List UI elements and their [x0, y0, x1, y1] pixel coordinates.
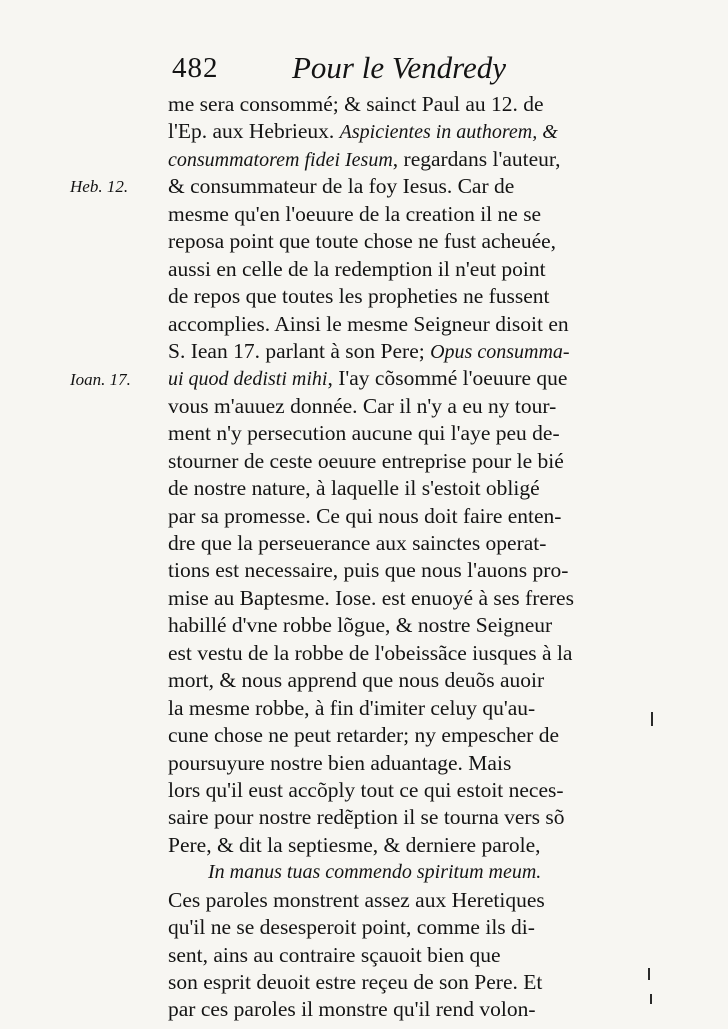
text-line [168, 448, 586, 475]
roman-text: saire pour nostre redẽption il se tourna vers sõ [168, 805, 565, 830]
roman-text: par ces paroles il monstre qu'il rend volon- [168, 997, 536, 1022]
text-line [168, 91, 586, 118]
text-line [168, 722, 586, 749]
roman-text: Pere, & dit la septiesme, & derniere parole, [168, 832, 541, 857]
text-line [168, 475, 586, 502]
roman-text: , I'ay cõsommé l'oeuure que [327, 366, 568, 391]
text-line [168, 942, 586, 969]
running-title: Pour le Vendredy [292, 50, 507, 85]
text-line [168, 859, 586, 886]
text-line [168, 311, 586, 338]
roman-text: l'Ep. aux Hebrieux. [168, 119, 340, 144]
text-line [168, 640, 586, 667]
text-line [168, 365, 586, 392]
margin-note: Heb. 12. [70, 177, 129, 197]
edge-mark [650, 994, 652, 1004]
roman-text: de nostre nature, à laquelle il s'estoit obligé [168, 476, 540, 501]
text-line [168, 667, 586, 694]
roman-text: est vestu de la robbe de l'obeissãce iusques à la [168, 640, 573, 665]
roman-text: cune chose ne peut retarder; ny empescher de [168, 723, 559, 748]
text-line [168, 118, 586, 145]
text-line [168, 832, 586, 859]
text-line [168, 804, 586, 831]
margin-note: Ioan. 17. [70, 369, 131, 389]
page-header [172, 52, 582, 94]
text-line [168, 393, 586, 420]
italic-text: In manus tuas commendo spiritum meum. [208, 861, 542, 884]
text-line [168, 338, 586, 365]
roman-text: , regardans l'auteur, [392, 146, 561, 171]
text-line [168, 146, 586, 173]
roman-text: me sera consommé; & sainct Paul au 12. de [168, 92, 544, 116]
text-line [168, 996, 586, 1023]
page-number: 482 [172, 52, 219, 84]
text-line [168, 201, 586, 228]
roman-text: & consummateur de la foy Iesus. Car de [168, 174, 515, 199]
text-line [168, 530, 586, 557]
roman-text: tions est necessaire, puis que nous l'auons pro- [168, 558, 569, 583]
roman-text: reposa point que toute chose ne fust acheuée, [168, 229, 557, 254]
roman-text: stourner de ceste oeuure entreprise pour le bié [168, 448, 564, 473]
roman-text: qu'il ne se desesperoit point, comme ils di- [168, 915, 535, 940]
roman-text: dre que la perseuerance aux sainctes operat- [168, 531, 547, 555]
roman-text: son esprit deuoit estre reçeu de son Pere. Et [168, 970, 543, 994]
text-line [168, 256, 586, 283]
text-line [168, 914, 586, 941]
text-line [168, 283, 586, 310]
roman-text: poursuyure nostre bien aduantage. Mais [168, 750, 512, 775]
roman-text: lors qu'il eust accõply tout ce qui estoit neces- [168, 777, 564, 802]
roman-text: la mesme robbe, à fin d'imiter celuy qu'au- [168, 695, 536, 720]
text-line [168, 750, 586, 777]
edge-mark [651, 712, 653, 726]
text-line [168, 503, 586, 530]
text-line [168, 887, 586, 914]
roman-text: ment n'y persecution aucune qui l'aye peu de- [168, 421, 560, 446]
italic-text: Aspicientes in authorem, & [339, 121, 558, 144]
roman-text: mise au Baptesme. Iose. est enuoyé à ses freres [168, 585, 574, 610]
roman-text: S. Iean 17. parlant à son Pere; [168, 338, 431, 363]
text-line [168, 695, 586, 722]
roman-text: de repos que toutes les propheties ne fussent [168, 284, 550, 309]
roman-text: sent, ains au contraire sçauoit bien que [168, 942, 501, 967]
italic-text: Opus consumma- [430, 340, 570, 363]
text-line [168, 585, 586, 612]
roman-text: accomplies. Ainsi le mesme Seigneur disoit en [168, 311, 569, 336]
text-line [168, 777, 586, 804]
roman-text: habillé d'vne robbe lõgue, & nostre Seigneur [168, 613, 553, 638]
body-text [168, 91, 586, 1024]
italic-text: consummatorem fidei Iesum [168, 148, 393, 171]
roman-text: aussi en celle de la redemption il n'eut point [168, 256, 546, 281]
roman-text: mesme qu'en l'oeuure de la creation il ne se [168, 201, 542, 226]
italic-text: ui quod dedisti mihi [168, 368, 328, 391]
text-line [168, 969, 586, 996]
roman-text: mort, & nous apprend que nous deuõs auoir [168, 668, 545, 693]
text-line [168, 612, 586, 639]
roman-text: Ces paroles monstrent assez aux Heretiques [168, 887, 545, 912]
roman-text: par sa promesse. Ce qui nous doit faire enten- [168, 503, 562, 528]
text-line [168, 173, 586, 200]
text-line [168, 557, 586, 584]
text-line [168, 420, 586, 447]
roman-text: vous m'auuez donnée. Car il n'y a eu ny tour- [168, 393, 557, 418]
text-line [168, 228, 586, 255]
edge-mark [648, 968, 650, 980]
